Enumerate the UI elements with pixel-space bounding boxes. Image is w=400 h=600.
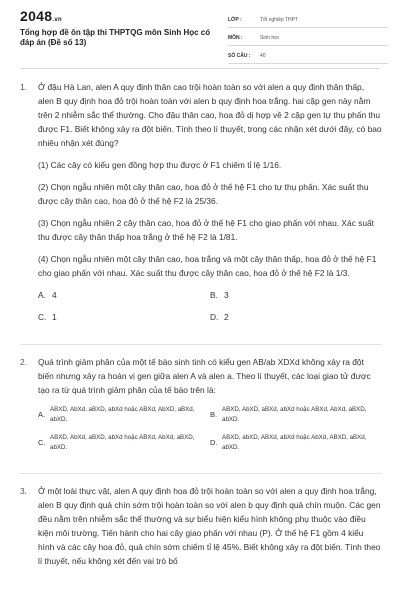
option-text: ABXD, AbXD, aBXd, abXd hoặc ABXd, AbXd, aBXD, abXD. bbox=[222, 406, 367, 423]
document-meta bbox=[228, 12, 388, 66]
meta-key: LỚP : bbox=[228, 16, 242, 23]
document-header bbox=[0, 0, 400, 66]
meta-row-count bbox=[228, 48, 388, 64]
question-list bbox=[20, 80, 382, 582]
option-text: ABXD, AbXd, aBXD, abXd hoặc ABXd, AbXd, aBXD, abXD. bbox=[50, 434, 195, 451]
question-3 bbox=[20, 484, 382, 576]
logo-main: 2048 bbox=[20, 8, 53, 24]
meta-row-subject bbox=[228, 30, 388, 46]
option-letter: B. bbox=[210, 410, 218, 419]
option-letter: D. bbox=[210, 438, 218, 447]
question-number: 3. bbox=[20, 486, 27, 496]
question-2 bbox=[20, 355, 382, 465]
question-divider bbox=[20, 344, 382, 345]
option-text: ABXD, abXD, ABXd, abXd hoặc AbXd, ABXD, aBXd, abXD. bbox=[222, 434, 367, 451]
answer-option-d[interactable] bbox=[210, 310, 382, 324]
answer-option-c[interactable] bbox=[38, 310, 210, 324]
question-1 bbox=[20, 80, 382, 336]
answer-option-d[interactable] bbox=[210, 433, 382, 453]
statement-4: (4) Chọn ngẫu nhiên một cây thân cao, hoa trắng và một cây thân thấp, hoa đỏ ở thế hệ F1 cho giao phấn với nhau. Xác suất thu được cây thân cao, hoa đỏ ở thế hệ F2 là 1/3. bbox=[38, 254, 377, 278]
answer-option-b[interactable] bbox=[210, 288, 382, 302]
option-letter: D. bbox=[210, 312, 219, 322]
header-divider bbox=[20, 68, 380, 69]
site-logo[interactable] bbox=[20, 8, 62, 24]
question-stem: Ở đậu Hà Lan, alen A quy định thân cao trội hoàn toàn so với alen a quy định thân thấp, alen B quy định hoa đỏ trội hoàn toàn với alen b quy định hoa trắng. hai cặp gen này nằm trên 2 nhiễm sắc thể thường. Cho đậu thân cao, hoa đỏ dị hợp về 2 cặp gen tự thụ phấn thu được F1. Biết không xảy ra đột biến. Tính theo lí thuyết, trong các nhận xét dưới đây, có bao nhiêu nhận xét đúng? bbox=[38, 82, 382, 148]
option-text: 3 bbox=[224, 290, 229, 300]
answer-options bbox=[38, 288, 382, 324]
meta-key: MÔN : bbox=[228, 34, 243, 41]
statement-2: (2) Chọn ngẫu nhiên một cây thân cao, hoa đỏ ở thế hệ F1 cho tự thụ phấn. Xác suất thu được cây thân cao, hoa đỏ ở thế hệ F2 là 25/36. bbox=[38, 182, 369, 206]
statement-1: (1) Các cây có kiểu gen đồng hợp thu được ở F1 chiếm tỉ lệ 1/16. bbox=[38, 160, 282, 170]
answer-option-b[interactable] bbox=[210, 405, 382, 425]
question-stem: Quá trình giảm phân của một tế bào sinh tinh có kiểu gen AB/ab XDXd không xảy ra đột biến nhưng xảy ra hoán vị gen giữa alen A và alen a. Theo lí thuyết, các loại giao tử được tạo ra từ quá trình giảm phân của tế bào trên là: bbox=[38, 357, 371, 395]
option-text: 2 bbox=[224, 312, 229, 322]
option-letter: C. bbox=[38, 312, 47, 322]
option-text: 4 bbox=[52, 290, 57, 300]
logo-sub: .vn bbox=[52, 17, 62, 23]
question-number: 2. bbox=[20, 357, 27, 367]
answer-option-a[interactable] bbox=[38, 405, 210, 425]
meta-value: Tốt nghiệp THPT bbox=[260, 16, 298, 23]
answer-option-c[interactable] bbox=[38, 433, 210, 453]
document-title: Tổng hợp đề ôn tập thi THPTQG môn Sinh Học có đáp án (Đề số 13) bbox=[20, 28, 211, 47]
answer-option-a[interactable] bbox=[38, 288, 210, 302]
option-letter: C. bbox=[38, 438, 46, 447]
meta-value: 40 bbox=[260, 52, 266, 59]
question-stem: Ở một loài thực vật, alen A quy định hoa đỏ trội hoàn toàn so với alen a quy định hoa trắng, alen B quy định quả chín sớm trội hoàn toàn so với alen b quy định quả chín muộn. Các gen đều nằm trên nhiễm sắc thể thường và sự biểu hiện kiểu hình không phụ thuộc vào điều kiện môi trường. Tiến hành cho hai cây giao phấn với nhau (P). Ở thế hệ F1 gồm 4 kiểu hình và các cây hoa đỏ, quả chín sớm chiếm tỉ lệ 45%. Biết không xảy ra đột biến. Tính theo lí thuyết, nếu không xét đến vai trò bố bbox=[38, 486, 381, 566]
question-number: 1. bbox=[20, 82, 27, 92]
meta-key: SỐ CÂU : bbox=[228, 52, 251, 59]
option-text: 1 bbox=[52, 312, 57, 322]
statement-3: (3) Chọn ngẫu nhiên 2 cây thân cao, hoa đỏ ở thế hệ F1 cho giao phấn với nhau. Xác suất thu được cây thân thấp hoa trắng ở thế hệ F2 là 1/81. bbox=[38, 218, 374, 242]
option-letter: A. bbox=[38, 290, 46, 300]
option-letter: B. bbox=[210, 290, 218, 300]
meta-value: Sinh học bbox=[260, 34, 280, 41]
question-divider bbox=[20, 473, 382, 474]
meta-row-class bbox=[228, 12, 388, 28]
answer-options bbox=[38, 405, 382, 453]
option-letter: A. bbox=[38, 410, 46, 419]
option-text: ABXD, AbXd, aBXD, abXd hoặc ABXd, AbXD, aBXd, abXD. bbox=[50, 406, 195, 423]
